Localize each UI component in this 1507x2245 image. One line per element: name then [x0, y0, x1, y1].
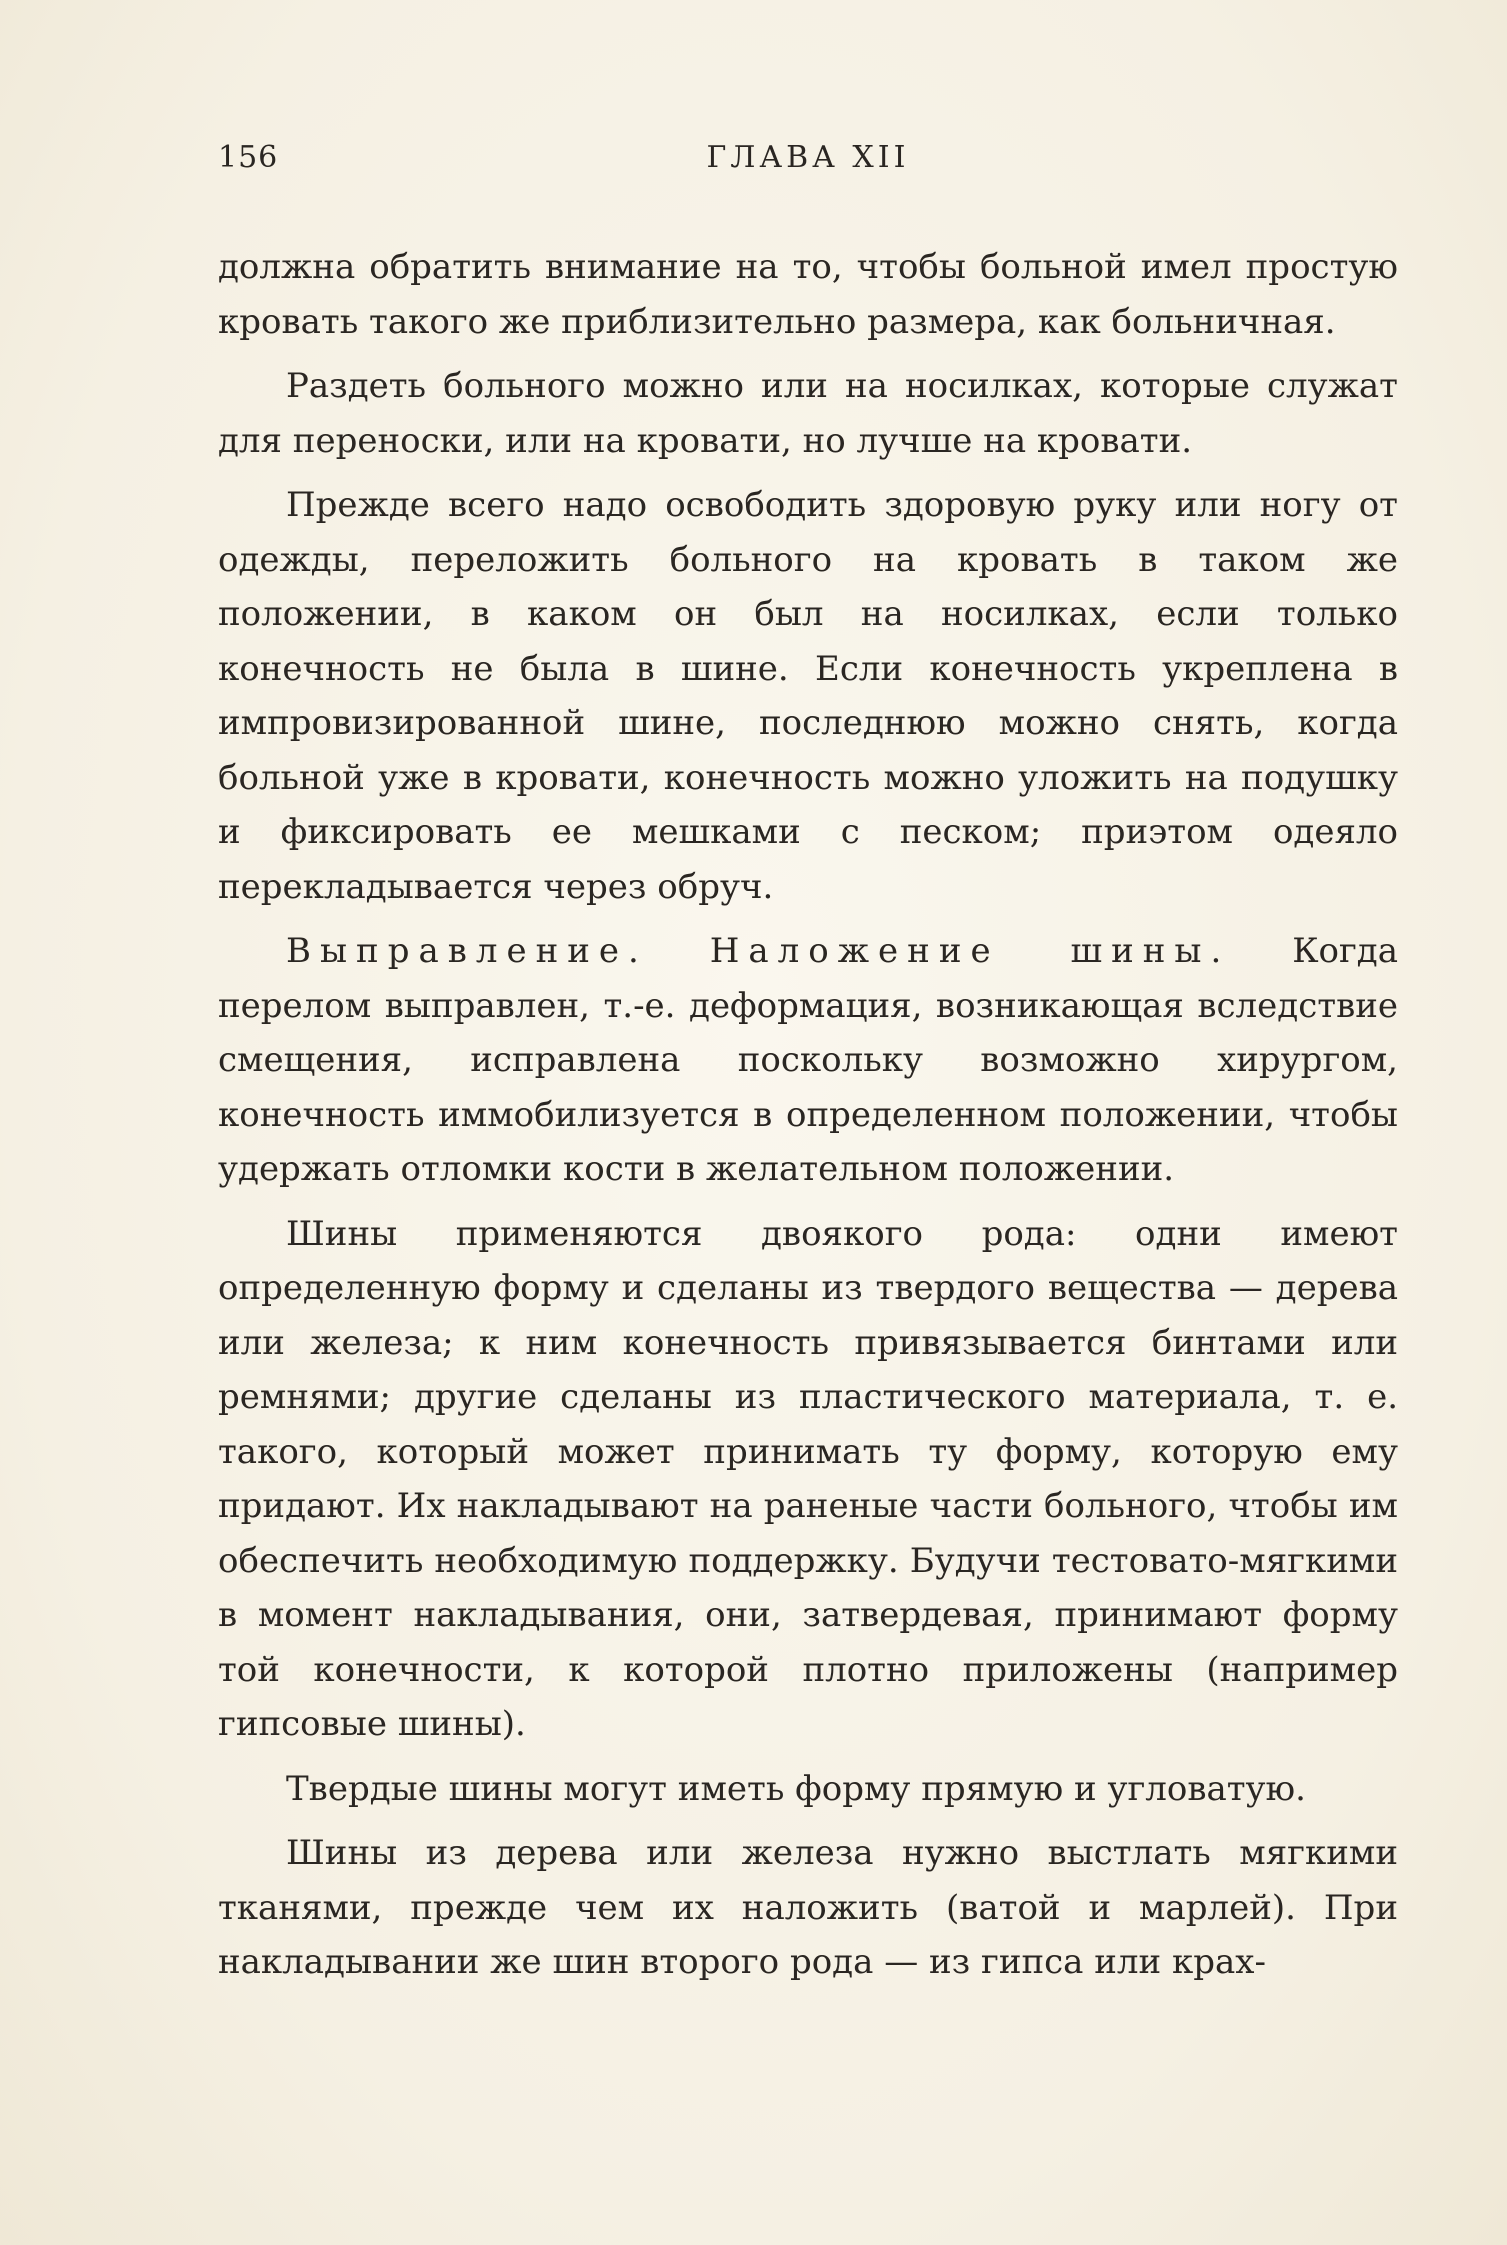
paragraph-2: Раздеть больного можно или на носилках, которые служат для переноски, или на кровати, но лучше на кровати. [218, 366, 1398, 461]
page-number: 156 [218, 140, 279, 175]
section-heading-splinting: Наложение шины. [709, 931, 1231, 971]
page-header [218, 140, 1398, 190]
paragraph-7: Шины из дерева или железа нужно выстлать мягкими тканями, прежде чем их наложить (ватой и марлей). При накладывании же шин второго рода — из гипса или крах- [218, 1833, 1398, 1982]
paragraph-5: Шины применяются двоякого рода: одни имеют определенную форму и сделаны из твердого вещества — дерева или железа; к ним конечность привязывается бинтами или ремнями; другие сделаны из пластического материала, т. е. такого, который может принимать ту форму, которую ему придают. Их накладывают на раненые части больного, чтобы им обеспечить необходимую поддержку. Будучи тестовато-мягкими в момент накладывания, они, затвердевая, принимают форму той конечности, к которой плотно приложены (например гипсовые шины). [218, 1213, 1398, 1744]
paragraph-1: должна обратить внимание на то, чтобы больной имел простую кровать такого же приблизительно размера, как больничная. [218, 247, 1398, 342]
section-heading-straightening: Выправление. [286, 931, 648, 971]
body-text [218, 240, 1398, 2000]
running-head: ГЛАВА XII [706, 140, 910, 175]
paragraph-4 [218, 924, 1398, 1197]
paragraph-6: Твердые шины могут иметь форму прямую и угловатую. [286, 1768, 1306, 1809]
paragraph-3: Прежде всего надо освободить здоровую руку или ногу от одежды, переложить больного на кровать в таком же положении, в каком он был на носилках, если только конечность не была в шине. Если конечность укреплена в импровизированной шине, последнюю можно снять, когда больной уже в кровати, конечность можно уложить на подушку и фиксировать ее мешками с песком; приэтом одеяло перекладывается через обруч. [218, 485, 1398, 907]
paragraph-4-text: Когда перелом выправлен, т.-е. деформация, возникающая вследствие смещения, исправлена поскольку возможно хирургом, конечность иммобилизуется в определенном положении, чтобы удержать отломки кости в желательном положении. [218, 931, 1399, 1189]
